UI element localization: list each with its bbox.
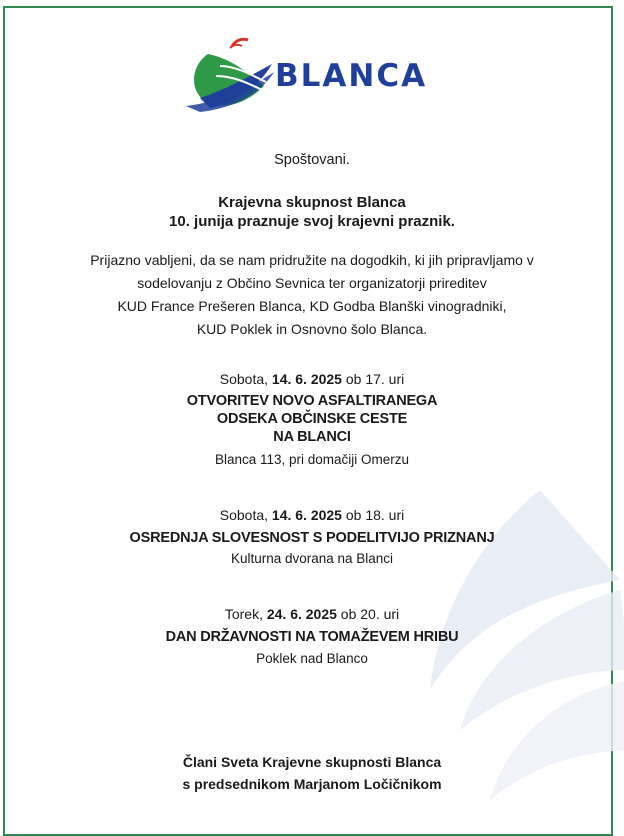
- event-date-bold: 24. 6. 2025: [266, 606, 337, 622]
- intro-line: KUD France Prešeren Blanca, KD Godba Blanški vinogradniki,: [117, 298, 507, 314]
- event-date-bold: 14. 6. 2025: [271, 507, 342, 523]
- event-location: Poklek nad Blanco: [256, 651, 368, 666]
- event-location: Kulturna dvorana na Blanci: [230, 551, 394, 566]
- event-title: OTVORITEV NOVO ASFALTIRANEGA ODSEKA OBČINSKE CESTE NA BLANCI: [186, 393, 438, 445]
- heading-line-1: Krajevna skupnost Blanca: [218, 194, 406, 211]
- signature: Člani Sveta Krajevne skupnosti Blanca s predsednikom Marjanom Ločičnikom: [182, 754, 442, 792]
- intro-line: sodelovanju z Občino Sevnica ter organizatorji prireditev: [137, 275, 487, 291]
- event-location: Blanca 113, pri domačiji Omerzu: [214, 452, 410, 467]
- logo-text: BLANCA: [275, 58, 428, 94]
- event-title: DAN DRŽAVNOSTI NA TOMAŽEVEM HRIBU: [165, 629, 459, 645]
- intro-line: KUD Poklek in Osnovno šolo Blanca.: [196, 321, 428, 337]
- event-date: Sobota, 14. 6. 2025 ob 18. uri: [219, 507, 405, 523]
- event-date-bold: 14. 6. 2025: [271, 371, 342, 387]
- intro-paragraph: [0, 249, 624, 341]
- event-date: Sobota, 14. 6. 2025 ob 17. uri: [219, 371, 405, 387]
- event-date: Torek, 24. 6. 2025 ob 20. uri: [224, 606, 400, 622]
- greeting: Spoštovani.: [274, 152, 350, 168]
- heading-line-2: 10. junija praznuje svoj krajevni praznik.: [169, 213, 455, 230]
- intro-line: Prijazno vabljeni, da se nam pridružite na dogodkih, ki jih pripravljamo v: [90, 252, 534, 268]
- event-title: OSREDNJA SLOVESNOST S PODELITVIJO PRIZNANJ: [129, 530, 495, 546]
